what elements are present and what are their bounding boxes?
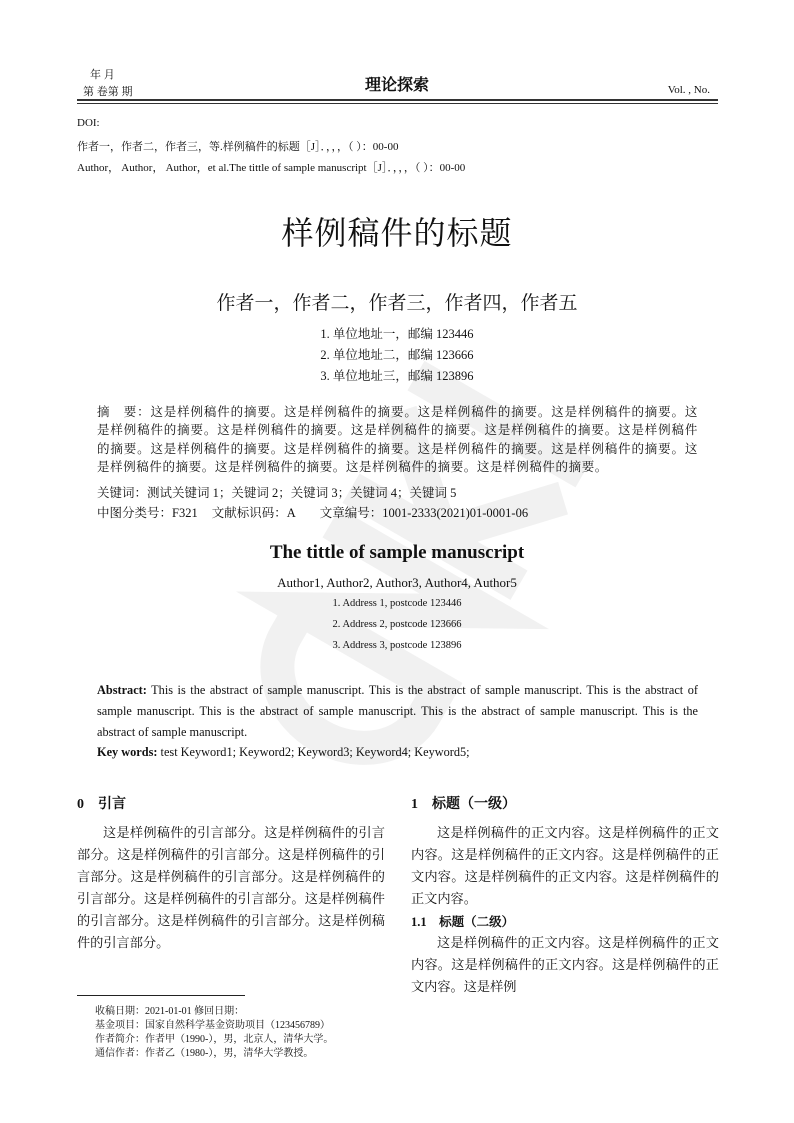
paper-title: 样例稿件的标题	[281, 215, 513, 251]
journal-name: 理论探索	[364, 77, 429, 94]
en-address: 2. Address 2, postcode 123666	[332, 619, 462, 630]
footnote-rule	[77, 995, 245, 996]
header-rule	[77, 99, 718, 101]
abstract-en	[97, 680, 698, 763]
en-address: 1. Address 1, postcode 123446	[332, 598, 462, 609]
en-title: The tittle of sample manuscript	[269, 542, 525, 563]
header-vol-no: Vol. , No.	[667, 84, 710, 96]
clc-value: F321	[172, 506, 198, 520]
keywords-text: 测试关键词 1；关键词 2；关键词 3；关键词 4；关键词 5	[147, 486, 457, 500]
en-keywords-label: Key words:	[97, 745, 158, 760]
abstract-cn	[97, 403, 698, 476]
en-authors: Author1, Author2, Author3, Author4, Author5	[277, 575, 517, 590]
footnote: 作者简介：作者甲（1990-），男，北京人，清华大学。	[95, 1034, 334, 1045]
section-1-1-heading: 1.1 标题（二级）	[411, 915, 515, 929]
doi: DOI:	[77, 117, 100, 129]
section-1-heading: 1 标题（一级）	[411, 797, 516, 812]
citation-cn: 作者一，作者二，作者三，等.样例稿件的标题［J］．，，，（ ）：00-00	[77, 141, 399, 153]
footnote: 通信作者：作者乙（1980-），男，清华大学教授。	[95, 1048, 314, 1059]
citation-en: Author， Author， Author，et al.The tittle of sample manuscript［J］．，，，（ ）：00-00	[77, 162, 466, 174]
section-0-heading: 0 引言	[77, 797, 126, 812]
authors: 作者一，作者二，作者三，作者四，作者五	[216, 293, 578, 314]
affiliation: 3. 单位地址三，邮编 123896	[320, 369, 474, 383]
en-keywords-text: test Keyword1; Keyword2; Keyword3; Keyword4; Keyword5;	[160, 745, 470, 760]
header-year-month: 年 月	[90, 69, 115, 81]
en-abstract-label: Abstract:	[97, 683, 147, 697]
abstract-label: 摘 要：	[97, 404, 151, 419]
clc-label: 中图分类号：	[97, 505, 173, 520]
header-rule-thin	[77, 103, 718, 104]
en-address: 3. Address 3, postcode 123896	[332, 640, 462, 651]
footnote: 收稿日期：2021-01-01 修回日期：	[95, 1006, 245, 1017]
doc-code-label: 文献标识码：	[211, 505, 287, 520]
classification	[97, 503, 528, 521]
affiliation: 1. 单位地址一，邮编 123446	[320, 327, 474, 341]
keywords-cn	[97, 483, 456, 501]
section-1-text: 这是样例稿件的正文内容。这是样例稿件的正文内容。这是样例稿件的正文内容。这是样例稿件的正文内容。这是样例稿件的正文内容。这是样例稿件的正文内容。	[411, 825, 719, 906]
footnote: 基金项目：国家自然科学基金资助项目（123456789）	[95, 1020, 330, 1031]
article-no-value: 1001-2333(2021)01-0001-06	[382, 506, 529, 520]
header-volume-issue: 第 卷第 期	[83, 86, 133, 98]
section-0-text: 这是样例稿件的引言部分。这是样例稿件的引言部分。这是样例稿件的引言部分。这是样例稿件的引言部分。这是样例稿件的引言部分。这是样例稿件的引言部分。这是样例稿件的引言部分。这是样例稿件的引言部分。这是样例稿件的引言部分。这是样例稿件的引言部分。	[77, 825, 385, 950]
doc-code-value: A	[286, 506, 296, 520]
abstract-text: 这是样例稿件的摘要。这是样例稿件的摘要。这是样例稿件的摘要。这是样例稿件的摘要。这是样例稿件的摘要。这是样例稿件的摘要。这是样例稿件的摘要。这是样例稿件的摘要。这是样例稿件的摘要。这是样例稿件的摘要。这是样例稿件的摘要。这是样例稿件的摘要。这是样例稿件的摘要。这是样例稿件的摘要。这是样例稿件的摘要。这是样例稿件的摘要。这是样例稿件的摘要。	[97, 405, 698, 474]
en-abstract-text: This is the abstract of sample manuscript. This is the abstract of sample manuscript. This is the abstract of sample manuscript. This is the abstract of sample manuscript. This is the abstract of sample manuscript. This is the abstract of sample manuscript.	[97, 683, 698, 739]
affiliation: 2. 单位地址二，邮编 123666	[320, 348, 474, 362]
article-no-label: 文章编号：	[319, 505, 383, 520]
keywords-label: 关键词：	[97, 485, 148, 500]
section-1-1-text: 这是样例稿件的正文内容。这是样例稿件的正文内容。这是样例稿件的正文内容。这是样例稿件的正文内容。这是样例	[411, 935, 719, 994]
